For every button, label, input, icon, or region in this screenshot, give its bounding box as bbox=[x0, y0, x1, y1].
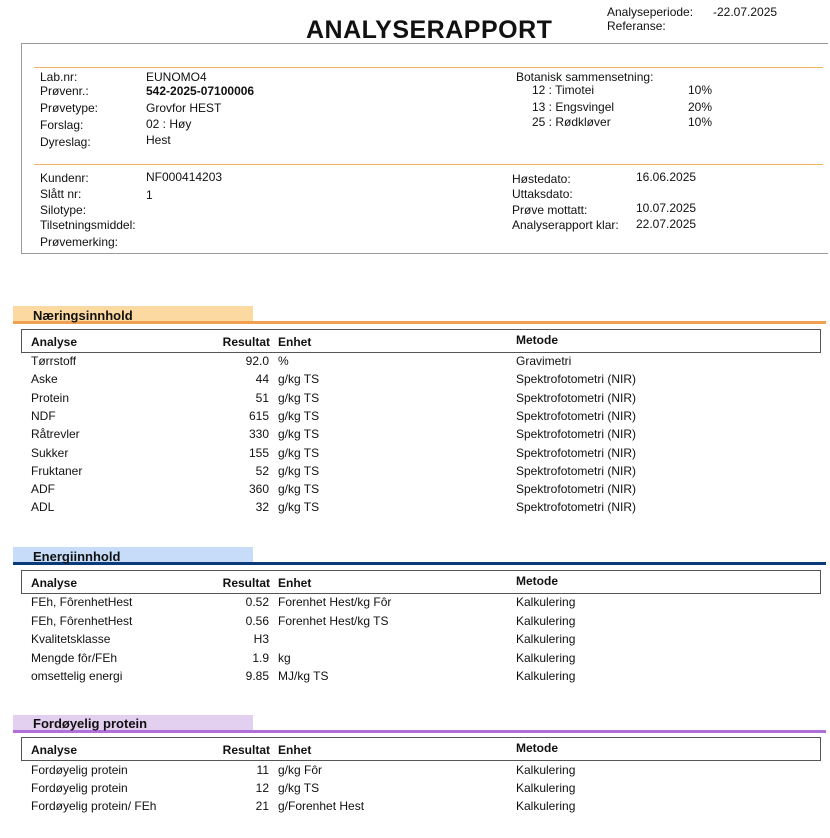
klar-value: 22.07.2025 bbox=[636, 217, 697, 231]
forslag-value: 02 : Høy bbox=[146, 117, 192, 131]
cell-analyse: Fordøyelig protein bbox=[31, 763, 128, 777]
cell-analyse: ADL bbox=[31, 500, 55, 515]
cell-enhet: g/kg TS bbox=[278, 408, 320, 423]
botanical-item-name: 12 : Timotei bbox=[532, 83, 595, 97]
table-row bbox=[0, 799, 830, 815]
cell-enhet: % bbox=[278, 354, 289, 368]
period-value: -22.07.2025 bbox=[713, 5, 778, 19]
tilsetning-label: Tilsetningsmiddel: bbox=[40, 218, 136, 232]
cell-enhet: g/kg TS bbox=[278, 445, 320, 460]
dyreslag-label: Dyreslag: bbox=[40, 135, 91, 149]
table-row bbox=[0, 781, 830, 797]
cell-resultat: 44 bbox=[255, 372, 269, 387]
provetype-value: Grovfor HEST bbox=[146, 101, 222, 115]
column-header-enhet: Enhet bbox=[278, 576, 312, 590]
section-title: Energiinnhold bbox=[33, 549, 121, 564]
cell-metode: Gravimetri bbox=[516, 354, 572, 368]
cell-metode: Kalkulering bbox=[516, 763, 576, 777]
slatt-label: Slått nr: bbox=[40, 187, 82, 201]
table-header bbox=[21, 329, 821, 353]
column-header-resultat: Resultat bbox=[222, 743, 270, 757]
cell-analyse: NDF bbox=[31, 408, 56, 423]
cell-analyse: Råtrevler bbox=[31, 427, 80, 442]
lab-value: EUNOMO4 bbox=[146, 70, 207, 84]
section-underline bbox=[13, 321, 826, 324]
cell-resultat: 1.9 bbox=[252, 650, 269, 665]
cell-resultat: 32 bbox=[255, 500, 269, 515]
mottatt-value: 10.07.2025 bbox=[636, 201, 697, 215]
mottatt-label: Prøve mottatt: bbox=[512, 203, 588, 217]
cell-resultat: 51 bbox=[255, 390, 269, 405]
table-row bbox=[0, 464, 830, 480]
cell-analyse: omsettelig energi bbox=[31, 669, 123, 683]
hostedato-value: 16.06.2025 bbox=[636, 170, 697, 184]
section-title: Fordøyelig protein bbox=[33, 716, 148, 731]
cell-metode: Spektrofotometri (NIR) bbox=[516, 500, 637, 515]
cell-resultat: 360 bbox=[248, 482, 269, 497]
cell-enhet: g/kg TS bbox=[278, 463, 320, 478]
cell-analyse: FEh, FôrenhetHest bbox=[31, 595, 133, 609]
cell-enhet: g/kg Fôr bbox=[278, 763, 323, 777]
cell-metode: Spektrofotometri (NIR) bbox=[516, 408, 637, 423]
botanical-item-name: 13 : Engsvingel bbox=[532, 100, 615, 114]
cell-enhet: g/kg TS bbox=[278, 390, 320, 405]
table-row bbox=[0, 391, 830, 407]
dyreslag-value: Hest bbox=[146, 133, 171, 147]
cell-analyse: Protein bbox=[31, 390, 70, 405]
column-header-analyse: Analyse bbox=[31, 576, 78, 590]
table-header bbox=[21, 570, 821, 594]
section-underline bbox=[13, 562, 826, 565]
kundenr-label: Kundenr: bbox=[40, 171, 89, 185]
cell-enhet: g/kg TS bbox=[278, 372, 320, 387]
column-header-resultat: Resultat bbox=[222, 335, 270, 349]
table-header bbox=[21, 737, 821, 761]
cell-resultat: 21 bbox=[255, 798, 269, 813]
page-title: ANALYSERAPPORT bbox=[306, 16, 553, 44]
table-row bbox=[0, 409, 830, 425]
cell-metode: Kalkulering bbox=[516, 669, 576, 683]
column-header-resultat: Resultat bbox=[222, 576, 270, 590]
cell-analyse: Sukker bbox=[31, 445, 69, 460]
section-title: Næringsinnhold bbox=[33, 308, 133, 323]
cell-enhet: Forenhet Hest/kg Fôr bbox=[278, 595, 392, 609]
column-header-metode: Metode bbox=[516, 333, 558, 347]
botanical-item-pct: 10% bbox=[688, 115, 713, 129]
cell-enhet: g/kg TS bbox=[278, 780, 320, 795]
cell-resultat: 0.56 bbox=[245, 613, 269, 628]
table-row bbox=[0, 372, 830, 388]
provetype-label: Prøvetype: bbox=[40, 101, 99, 115]
cell-resultat: 9.85 bbox=[245, 669, 269, 683]
cell-metode: Kalkulering bbox=[516, 798, 576, 813]
lab-label: Lab.nr: bbox=[40, 70, 78, 84]
botanical-item-pct: 10% bbox=[688, 83, 713, 97]
cell-metode: Spektrofotometri (NIR) bbox=[516, 427, 637, 442]
column-header-enhet: Enhet bbox=[278, 335, 312, 349]
botanical-item-pct: 20% bbox=[688, 100, 713, 114]
column-header-analyse: Analyse bbox=[31, 335, 78, 349]
kundenr-value: NF000414203 bbox=[146, 170, 223, 184]
sample-info-box bbox=[21, 43, 828, 254]
table-row bbox=[0, 354, 830, 370]
botanical-title: Botanisk sammensetning: bbox=[516, 70, 654, 84]
cell-metode: Spektrofotometri (NIR) bbox=[516, 445, 637, 460]
column-header-metode: Metode bbox=[516, 741, 558, 755]
cell-analyse: FEh, FôrenhetHest bbox=[31, 613, 133, 628]
hostedato-label: Høstedato: bbox=[512, 172, 571, 186]
table-row bbox=[0, 482, 830, 498]
silotype-label: Silotype: bbox=[40, 203, 87, 217]
cell-resultat: 615 bbox=[248, 408, 269, 423]
cell-resultat: 0.52 bbox=[245, 595, 269, 609]
cell-resultat: 155 bbox=[248, 445, 269, 460]
provenr-value: 542-2025-07100006 bbox=[146, 84, 255, 98]
cell-resultat: H3 bbox=[253, 632, 269, 646]
cell-metode: Kalkulering bbox=[516, 613, 576, 628]
table-row bbox=[0, 614, 830, 630]
cell-resultat: 12 bbox=[255, 780, 269, 795]
table-row bbox=[0, 446, 830, 462]
reference-label: Referanse: bbox=[607, 19, 666, 33]
column-header-analyse: Analyse bbox=[31, 743, 78, 757]
cell-analyse: Fordøyelig protein bbox=[31, 780, 128, 795]
cell-resultat: 92.0 bbox=[245, 354, 269, 368]
cell-analyse: Aske bbox=[31, 372, 58, 387]
cell-metode: Spektrofotometri (NIR) bbox=[516, 463, 637, 478]
cell-metode: Spektrofotometri (NIR) bbox=[516, 372, 637, 387]
cell-enhet: MJ/kg TS bbox=[278, 669, 329, 683]
cell-metode: Kalkulering bbox=[516, 632, 576, 646]
info-divider-middle bbox=[34, 164, 823, 165]
column-header-enhet: Enhet bbox=[278, 743, 312, 757]
table-row bbox=[0, 427, 830, 443]
forslag-label: Forslag: bbox=[40, 118, 84, 132]
cell-resultat: 330 bbox=[248, 427, 269, 442]
cell-metode: Spektrofotometri (NIR) bbox=[516, 482, 637, 497]
cell-enhet: g/kg TS bbox=[278, 482, 320, 497]
cell-analyse: Mengde fôr/FEh bbox=[31, 650, 118, 665]
table-row bbox=[0, 500, 830, 516]
cell-enhet: g/kg TS bbox=[278, 427, 320, 442]
uttaksdato-label: Uttaksdato: bbox=[512, 187, 573, 201]
table-row bbox=[0, 651, 830, 667]
cell-analyse: ADF bbox=[31, 482, 55, 497]
provemerking-label: Prøvemerking: bbox=[40, 235, 119, 249]
table-row bbox=[0, 595, 830, 611]
table-row bbox=[0, 632, 830, 648]
cell-metode: Kalkulering bbox=[516, 780, 576, 795]
cell-analyse: Fruktaner bbox=[31, 463, 83, 478]
cell-metode: Spektrofotometri (NIR) bbox=[516, 390, 637, 405]
table-row bbox=[0, 669, 830, 685]
period-label: Analyseperiode: bbox=[607, 5, 694, 19]
botanical-item-name: 25 : Rødkløver bbox=[532, 115, 611, 129]
cell-resultat: 52 bbox=[255, 463, 269, 478]
provenr-label: Prøvenr.: bbox=[40, 84, 89, 98]
info-divider-top bbox=[34, 67, 823, 68]
cell-analyse: Tørrstoff bbox=[31, 354, 77, 368]
table-row bbox=[0, 763, 830, 779]
cell-enhet: Forenhet Hest/kg TS bbox=[278, 613, 389, 628]
cell-analyse: Fordøyelig protein/ FEh bbox=[31, 798, 157, 813]
cell-resultat: 11 bbox=[256, 763, 269, 777]
column-header-metode: Metode bbox=[516, 574, 558, 588]
klar-label: Analyserapport klar: bbox=[512, 218, 619, 232]
slatt-value: 1 bbox=[146, 188, 153, 202]
cell-enhet: kg bbox=[278, 650, 291, 665]
cell-metode: Kalkulering bbox=[516, 595, 576, 609]
cell-enhet: g/kg TS bbox=[278, 500, 320, 515]
cell-analyse: Kvalitetsklasse bbox=[31, 632, 111, 646]
cell-enhet: g/Forenhet Hest bbox=[278, 798, 365, 813]
cell-metode: Kalkulering bbox=[516, 650, 576, 665]
